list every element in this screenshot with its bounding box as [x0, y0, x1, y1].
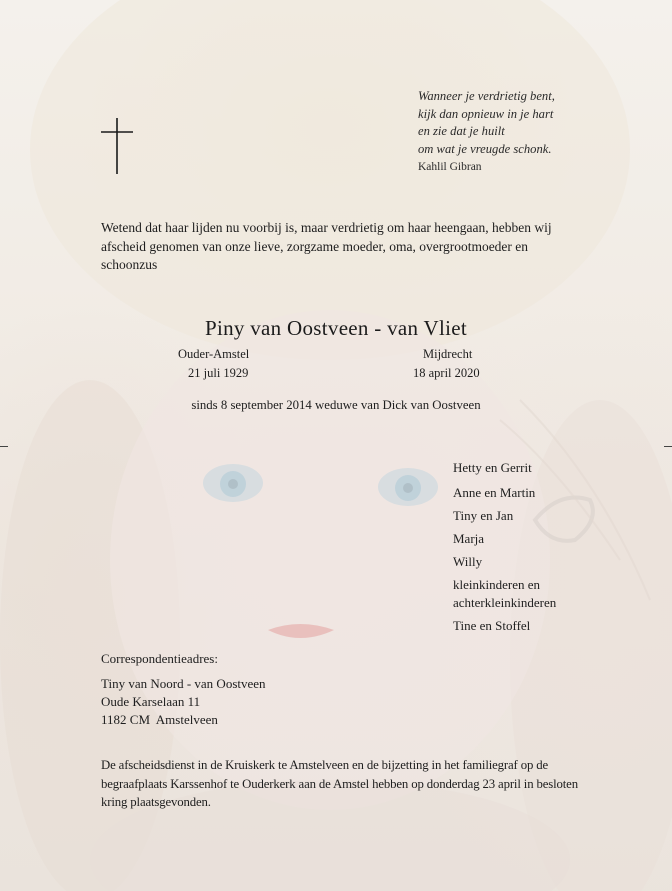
death-date: 18 april 2020 [413, 366, 480, 380]
birth-place: Ouder-Amstel [178, 347, 250, 361]
relative-name: Hetty en Gerrit [453, 460, 532, 475]
widow-note: sinds 8 september 2014 weduwe van Dick van Oostveen [191, 398, 481, 412]
quote-line: en zie dat je huilt [418, 124, 505, 138]
relative-name: Willy [453, 554, 483, 569]
correspondence-street: Oude Karselaan 11 [101, 694, 201, 709]
fold-mark-right [664, 446, 672, 447]
correspondence-label: Correspondentieadres: [101, 651, 218, 666]
relative-name: achterkleinkinderen [453, 595, 557, 610]
intro-text: Wetend dat haar lijden nu voorbij is, maar verdrietig om haar heengaan, hebben wij afscheid genomen van onze lieve, zorgzame moeder, oma, overgrootmoeder en schoonzus [101, 220, 552, 272]
correspondence-city: 1182 CM Amstelveen [101, 712, 218, 727]
quote-line: Wanneer je verdrietig bent, [418, 89, 555, 103]
birth-date: 21 juli 1929 [188, 366, 249, 380]
quote [418, 88, 555, 158]
service-text: De afscheidsdienst in de Kruiskerk te Amstelveen en de bijzetting in het familiegraf op de begraafplaats Karssenhof te Ouderkerk aan de Amstel hebben op donderdag 23 april in besloten kring plaatsgevonden. [101, 758, 578, 809]
relative-name: Tiny en Jan [453, 508, 514, 523]
quote-author: Kahlil Gibran [418, 161, 482, 173]
relative-name: Tine en Stoffel [453, 618, 531, 633]
deceased-name: Piny van Oostveen - van Vliet [204, 316, 468, 340]
correspondence-name: Tiny van Noord - van Oostveen [101, 676, 266, 691]
quote-line: kijk dan opnieuw in je hart [418, 106, 554, 121]
fold-mark-left [0, 446, 8, 447]
relative-name: kleinkinderen en [453, 577, 540, 592]
relative-name: Marja [453, 531, 485, 546]
relative-name: Anne en Martin [453, 485, 536, 500]
quote-line: om wat je vreugde schonk. [418, 141, 552, 156]
cross-icon [101, 118, 133, 174]
death-place: Mijdrecht [423, 347, 473, 361]
